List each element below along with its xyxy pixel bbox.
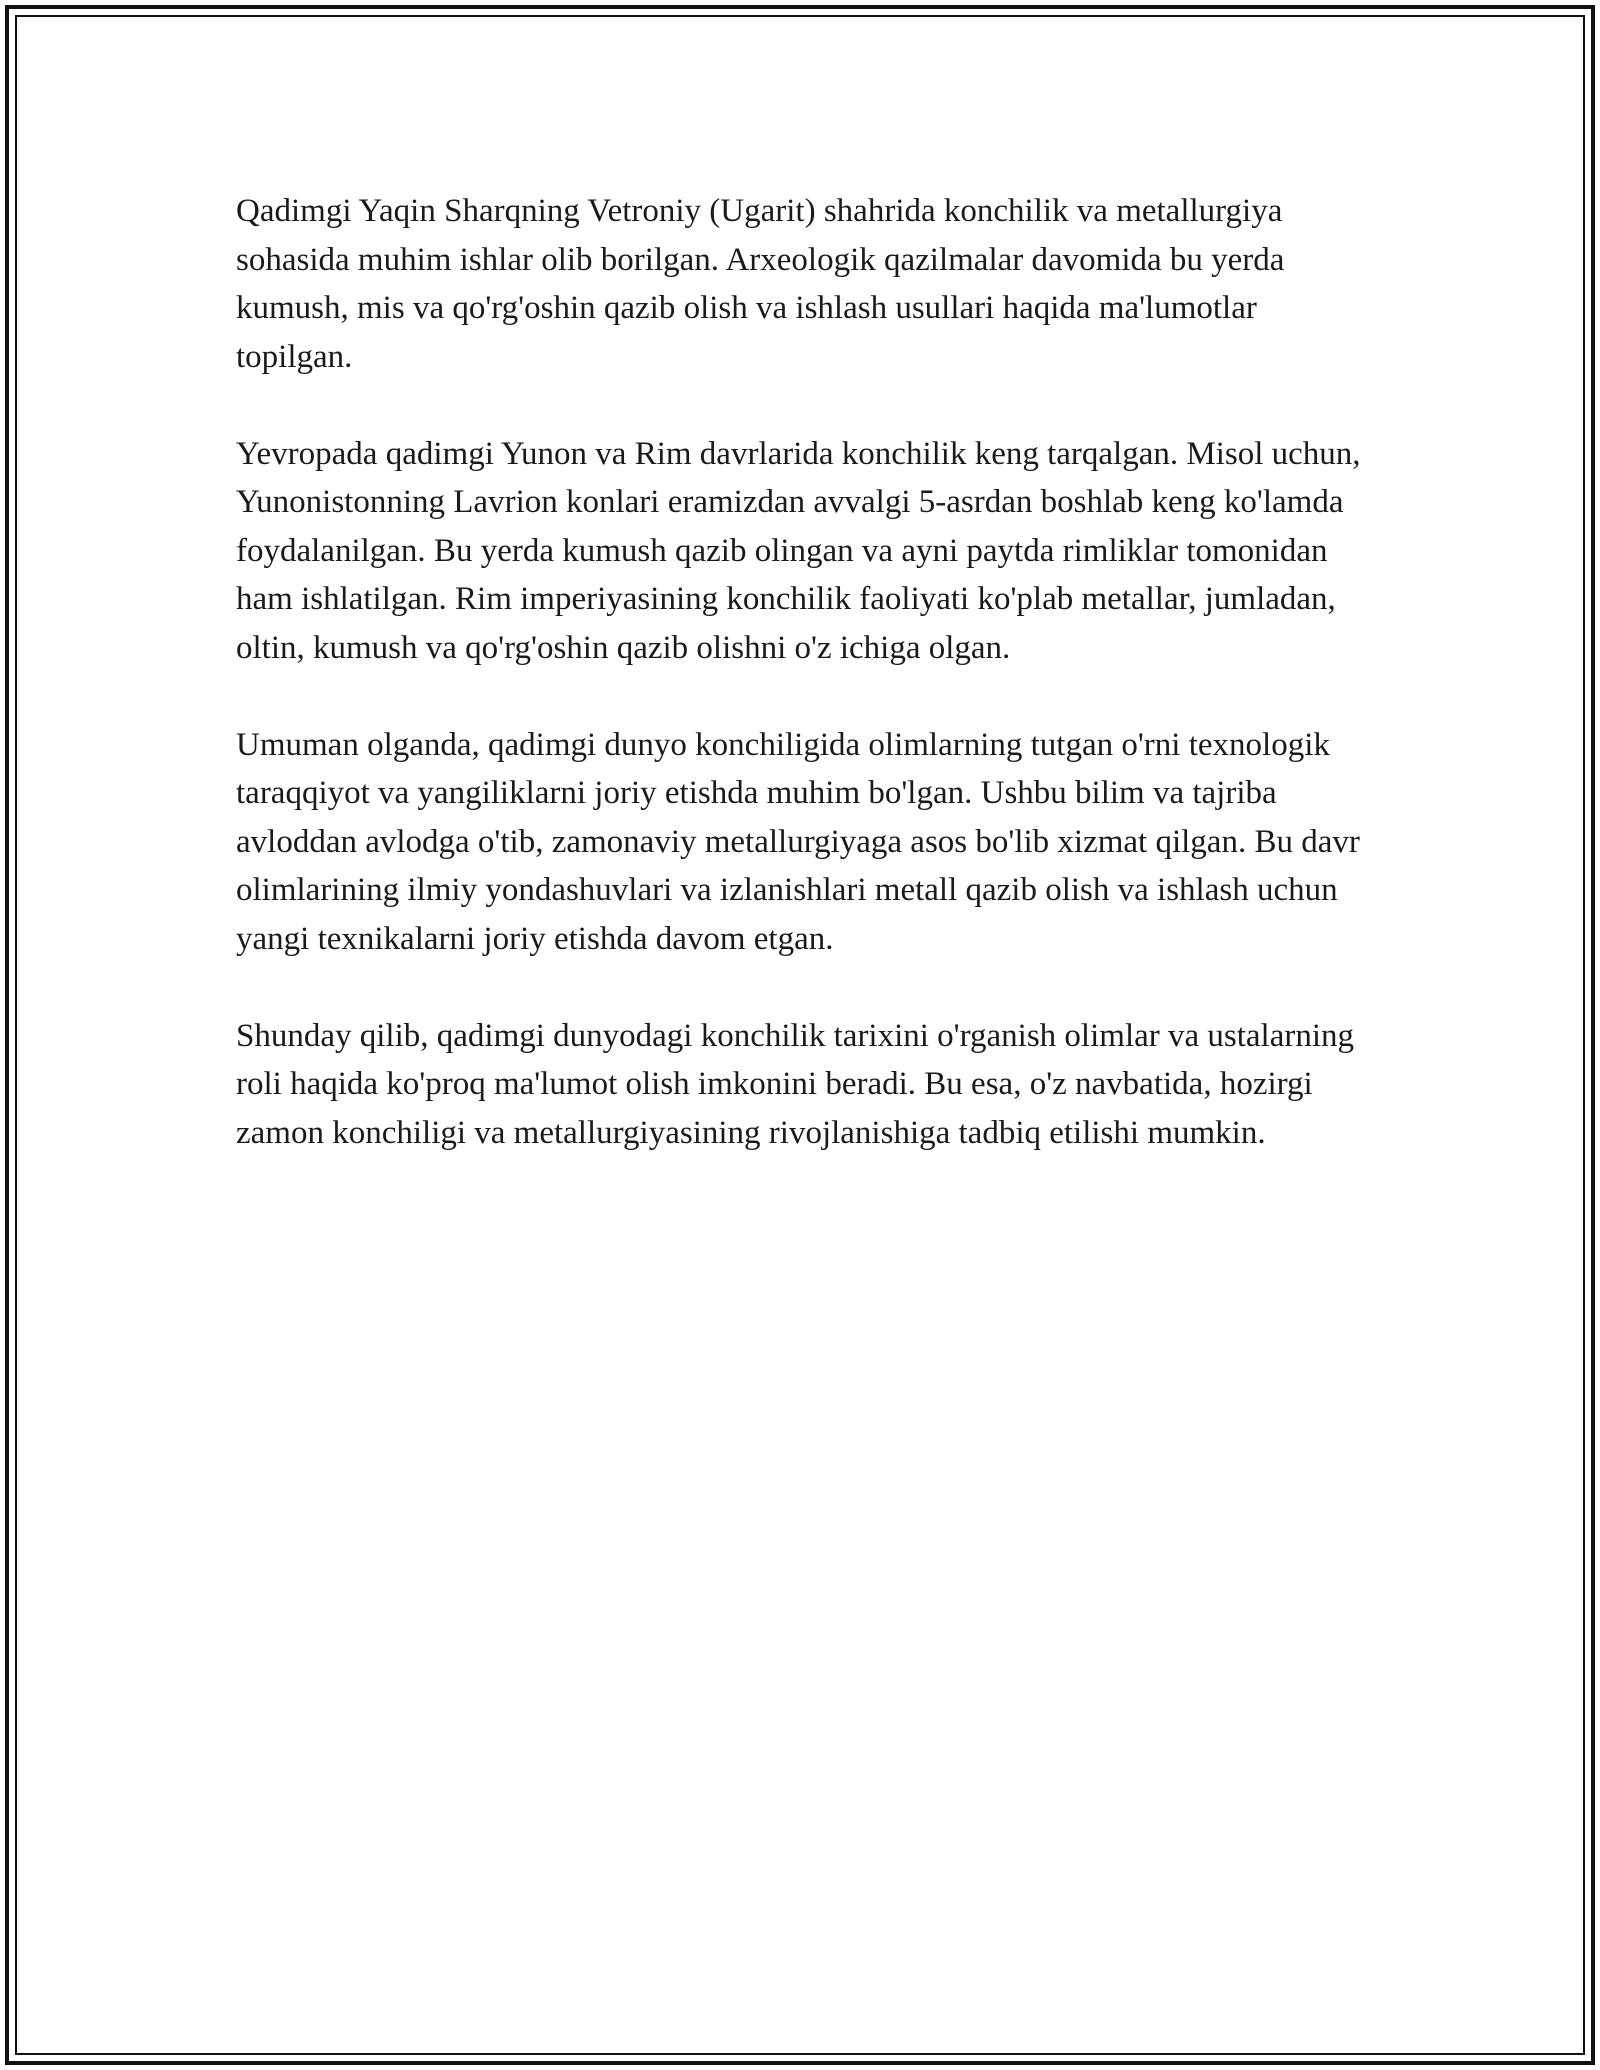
paragraph-ugarit: Qadimgi Yaqin Sharqning Vetroniy (Ugarit) shahrida konchilik va metallurgiya sohasida muhim ishlar olib borilgan. Arxeologik qazilmalar davomida bu yerda kumush, mis va qo'rg'oshin qazib olish va ishlash usullari haqida ma'lumotlar topilgan. [236,193,1285,375]
paragraph-conclusion: Shunday qilib, qadimgi dunyodagi konchilik tarixini o'rganish olimlar va ustalarning roli haqida ko'proq ma'lumot olish imkonini beradi. Bu esa, o'z navbatida, hozirgi zamon konchiligi va metallurgiyasining rivojlanishiga tadbiq etilishi mumkin. [236,1017,1355,1151]
paragraph-scholars-role: Umuman olganda, qadimgi dunyo konchiligida olimlarning tutgan o'rni texnologik taraqqiyot va yangiliklarni joriy etishda muhim bo'lgan. Ushbu bilim va tajriba avloddan avlodga o'tib, zamonaviy metallurgiyaga asos bo'lib xizmat qilgan. Bu davr olimlarining ilmiy yondashuvlari va izlanishlari metall qazib olish va ishlash uchun yangi texnikalarni joriy etishda davom etgan. [236,726,1360,957]
document-body [236,187,1366,1206]
paragraph-greece-rome: Yevropada qadimgi Yunon va Rim davrlarida konchilik keng tarqalgan. Misol uchun, Yunonistonning Lavrion konlari eramizdan avvalgi 5-asrdan boshlab keng ko'lamda foydalanilgan. Bu yerda kumush qazib olingan va ayni paytda rimliklar tomonidan ham ishlatilgan. Rim imperiyasining konchilik faoliyati ko'plab metallar, jumladan, oltin, kumush va qo'rg'oshin qazib olishni o'z ichiga olgan. [236,435,1361,666]
